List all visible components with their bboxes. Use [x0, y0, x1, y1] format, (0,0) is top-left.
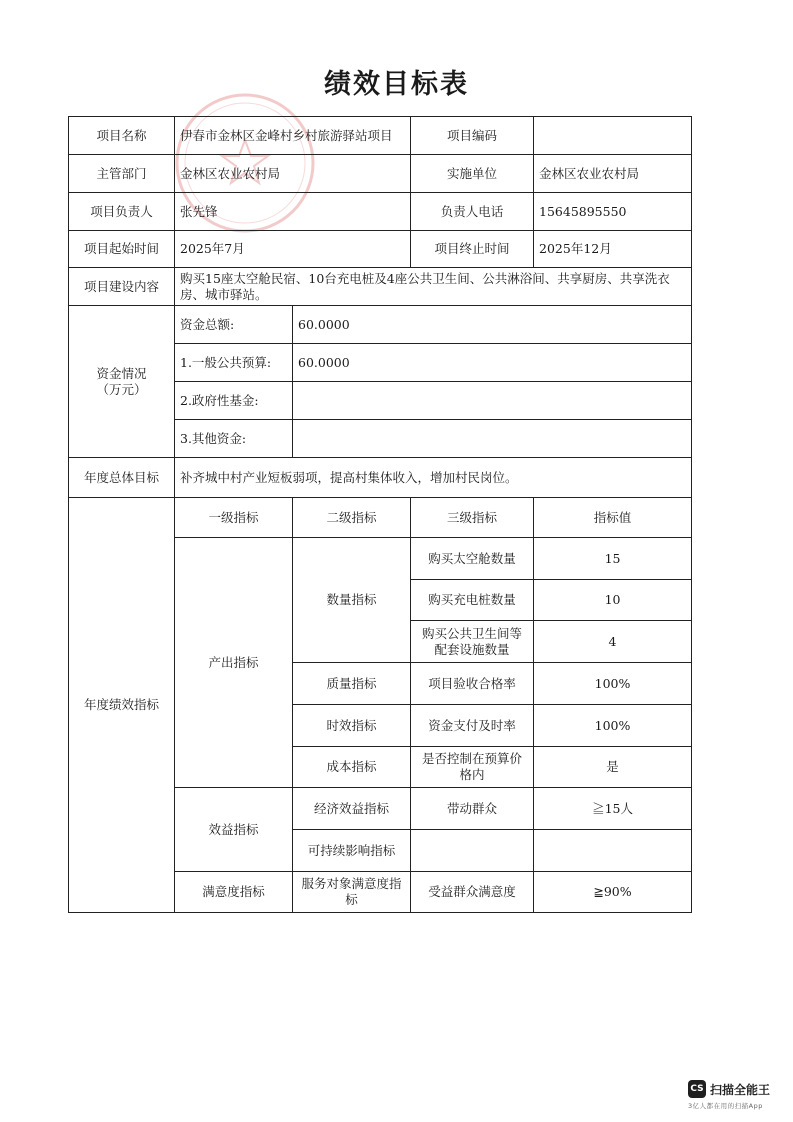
- sustainable-value: [534, 830, 692, 872]
- impl-value: 金林区农业农村局: [534, 155, 692, 193]
- funds-label: [69, 306, 175, 458]
- content-label: 项目建设内容: [69, 268, 175, 306]
- header-value: 指标值: [534, 498, 692, 538]
- quantity-value-capsule: 15: [534, 538, 692, 580]
- funds-total-value: 60.0000: [293, 306, 692, 344]
- scanner-app-name: 扫描全能王: [710, 1083, 771, 1097]
- quality-level3: 项目验收合格率: [411, 663, 534, 705]
- satisfaction-level1: 满意度指标: [175, 872, 293, 913]
- camscanner-logo-icon: CS: [688, 1080, 706, 1098]
- annual-goal-text: 补齐城中村产业短板弱项，提高村集体收入，增加村民岗位。: [175, 458, 692, 498]
- quality-level2: 质量指标: [293, 663, 411, 705]
- quantity-value-charger: 10: [534, 580, 692, 621]
- performance-target-table: [68, 116, 692, 913]
- funds-label-line2: （万元）: [96, 381, 147, 397]
- timeliness-level2: 时效指标: [293, 705, 411, 747]
- quantity-level3-facilities: 购买公共卫生间等配套设施数量: [411, 621, 534, 663]
- timeliness-value: 100%: [534, 705, 692, 747]
- scanner-app-watermark: [688, 1080, 784, 1110]
- header-level2: 二级指标: [293, 498, 411, 538]
- satisfaction-value: ≧90%: [534, 872, 692, 913]
- leader-value: 张先锋: [175, 193, 411, 231]
- funds-label-line1: 资金情况: [96, 365, 147, 381]
- project-code-value: [534, 117, 692, 155]
- funds-gov-fund-value: [293, 382, 692, 420]
- funds-other-value: [293, 420, 692, 458]
- leader-label: 项目负责人: [69, 193, 175, 231]
- impl-label: 实施单位: [411, 155, 534, 193]
- cost-level2: 成本指标: [293, 747, 411, 788]
- phone-value: 15645895550: [534, 193, 692, 231]
- header-level1: 一级指标: [175, 498, 293, 538]
- benefit-level1: 效益指标: [175, 788, 293, 872]
- quantity-level2: 数量指标: [293, 538, 411, 663]
- quantity-value-facilities: 4: [534, 621, 692, 663]
- cost-value: 是: [534, 747, 692, 788]
- quantity-level3-charger: 购买充电桩数量: [411, 580, 534, 621]
- scanner-app-tagline: 3亿人都在用的扫描App: [688, 1102, 763, 1110]
- end-label: 项目终止时间: [411, 231, 534, 268]
- economic-level2: 经济效益指标: [293, 788, 411, 830]
- timeliness-level3: 资金支付及时率: [411, 705, 534, 747]
- header-level3: 三级指标: [411, 498, 534, 538]
- end-value: 2025年12月: [534, 231, 692, 268]
- economic-level3: 带动群众: [411, 788, 534, 830]
- project-name-label: 项目名称: [69, 117, 175, 155]
- funds-total-label: 资金总额:: [175, 306, 293, 344]
- quantity-level3-capsule: 购买太空舱数量: [411, 538, 534, 580]
- indicators-label: 年度绩效指标: [69, 498, 175, 913]
- project-name-value: 伊春市金林区金峰村乡村旅游驿站项目: [175, 117, 411, 155]
- funds-general-budget-label: 1.一般公共预算:: [175, 344, 293, 382]
- content-value: 购买15座太空舱民宿、10台充电桩及4座公共卫生间、公共淋浴间、共享厨房、共享洗衣房、城市驿站。: [175, 268, 692, 306]
- economic-value: ≧15人: [534, 788, 692, 830]
- funds-other-label: 3.其他资金:: [175, 420, 293, 458]
- sustainable-level3: [411, 830, 534, 872]
- output-level1: 产出指标: [175, 538, 293, 788]
- funds-gov-fund-label: 2.政府性基金:: [175, 382, 293, 420]
- quality-value: 100%: [534, 663, 692, 705]
- page-title: 绩效目标表: [324, 69, 469, 100]
- phone-label: 负责人电话: [411, 193, 534, 231]
- sustainable-level2: 可持续影响指标: [293, 830, 411, 872]
- annual-goal-label: 年度总体目标: [69, 458, 175, 498]
- start-label: 项目起始时间: [69, 231, 175, 268]
- start-value: 2025年7月: [175, 231, 411, 268]
- satisfaction-level3: 受益群众满意度: [411, 872, 534, 913]
- satisfaction-level2: 服务对象满意度指标: [293, 872, 411, 913]
- cost-level3: 是否控制在预算价格内: [411, 747, 534, 788]
- dept-value: 金林区农业农村局: [175, 155, 411, 193]
- project-code-label: 项目编码: [411, 117, 534, 155]
- funds-general-budget-value: 60.0000: [293, 344, 692, 382]
- dept-label: 主管部门: [69, 155, 175, 193]
